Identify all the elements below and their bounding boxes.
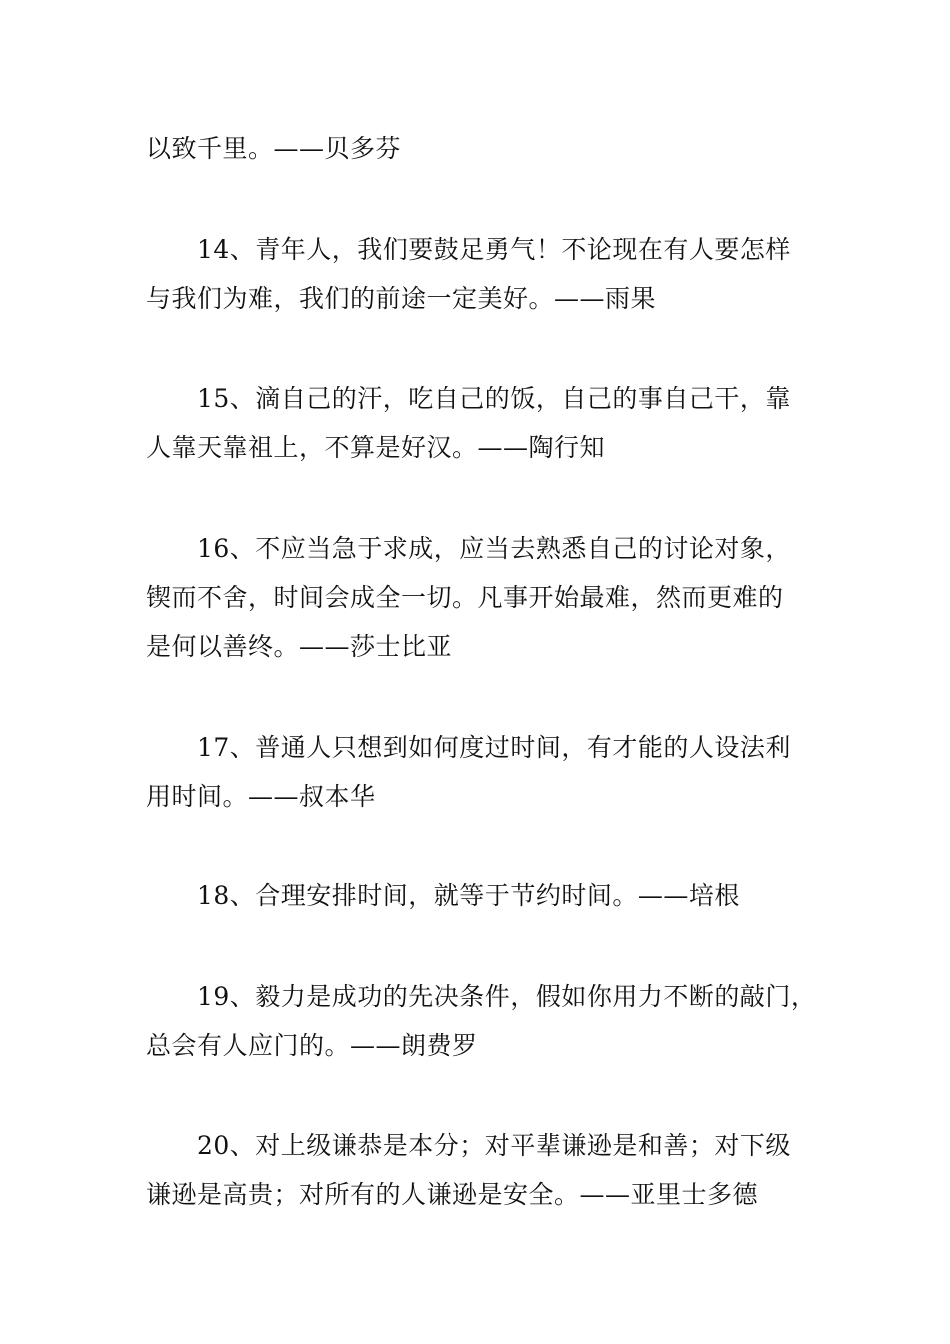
text-line: 17、普通人只想到如何度过时间，有才能的人设法利 <box>197 733 791 762</box>
text-line: 18、合理安排时间，就等于节约时间。——培根 <box>197 881 740 910</box>
text-line: 14、青年人，我们要鼓足勇气！不论现在有人要怎样 <box>197 235 791 264</box>
text-line: 总会有人应门的。——朗费罗 <box>146 1031 478 1060</box>
text-line: 15、滴自己的汗，吃自己的饭，自己的事自己干，靠 <box>197 384 791 413</box>
text-line: 19、毅力是成功的先决条件，假如你用力不断的敲门， <box>197 982 817 1011</box>
paragraph-15 <box>146 374 836 472</box>
text-line: 用时间。——叔本华 <box>146 782 376 811</box>
text-line: 锲而不舍，时间会成全一切。凡事开始最难，然而更难的 <box>146 583 784 612</box>
paragraph-19 <box>146 972 836 1070</box>
text-line: 谦逊是高贵；对所有的人谦逊是安全。——亚里士多德 <box>146 1180 759 1209</box>
paragraph-14 <box>146 225 836 323</box>
paragraph-20 <box>146 1121 836 1219</box>
text-line: 20、对上级谦恭是本分；对平辈谦逊是和善；对下级 <box>197 1131 791 1160</box>
paragraph-16 <box>146 524 836 671</box>
text-line: 人靠天靠祖上，不算是好汉。——陶行知 <box>146 433 606 462</box>
text-line: 16、不应当急于求成，应当去熟悉自己的讨论对象， <box>197 534 791 563</box>
text-line: 与我们为难，我们的前途一定美好。——雨果 <box>146 284 657 313</box>
text-line: 以致千里。——贝多芬 <box>146 134 402 163</box>
text-line: 是何以善终。——莎士比亚 <box>146 632 453 661</box>
paragraph-18 <box>146 871 836 920</box>
paragraph-13-continuation <box>146 124 836 173</box>
paragraph-17 <box>146 723 836 821</box>
